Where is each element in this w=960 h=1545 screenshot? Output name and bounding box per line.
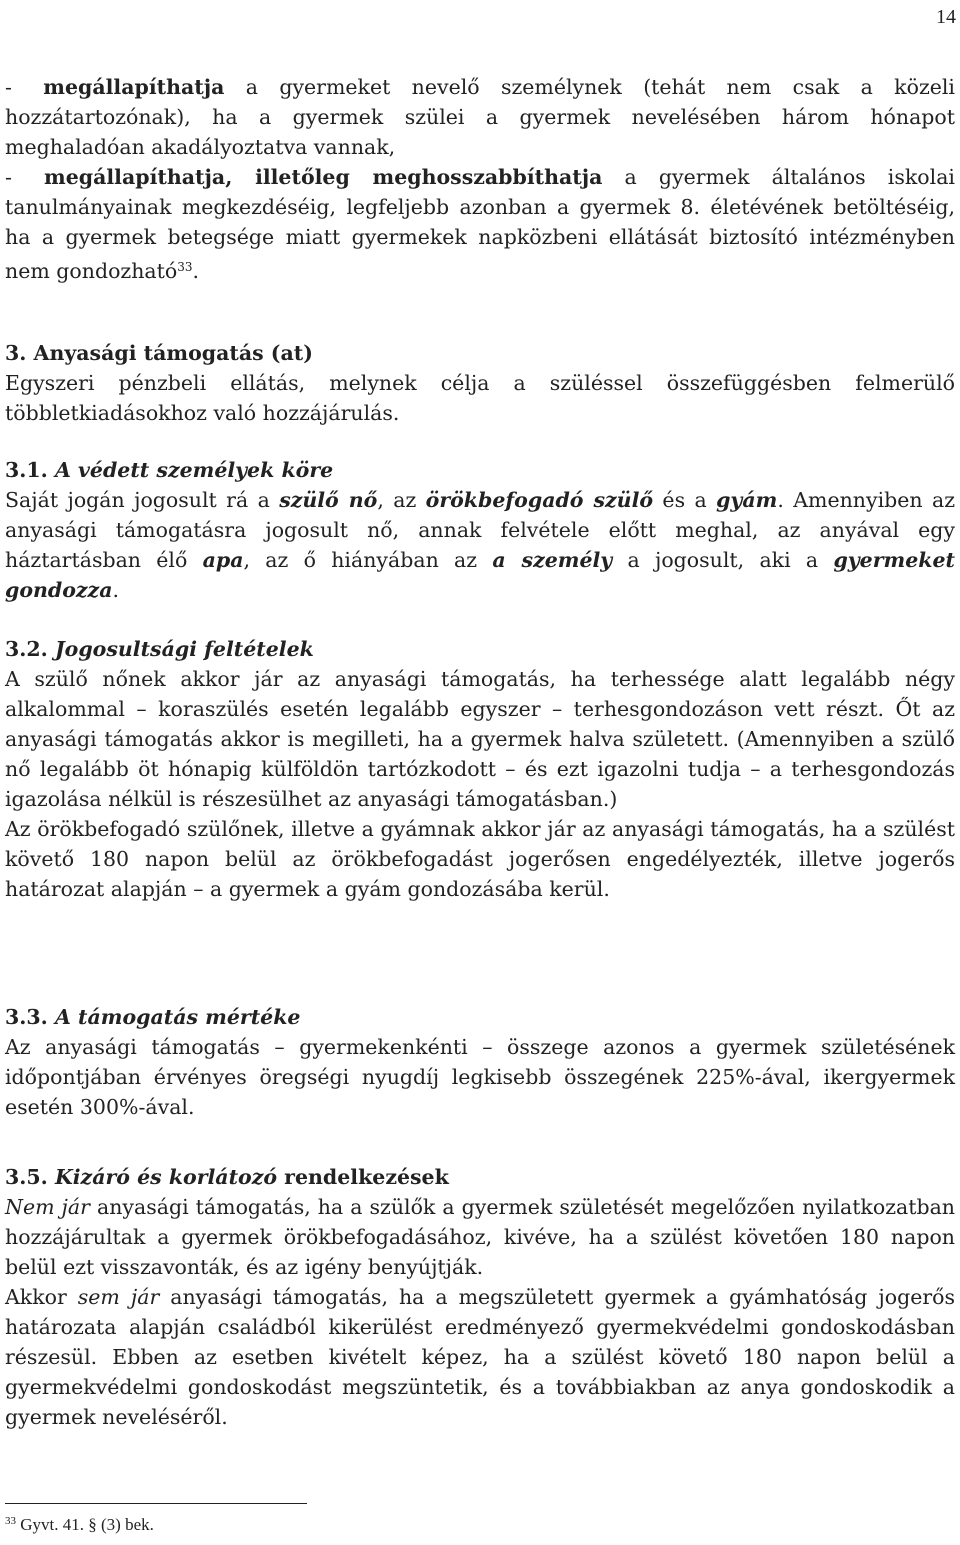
section-3-3-title: A támogatás mértéke (54, 1005, 301, 1029)
text-run: . (112, 578, 120, 602)
section-3-2-number: 3.2. (5, 637, 48, 661)
section-3-2-paragraph-1: A szülő nőnek akkor jár az anyasági támogatás, ha terhessége alatt legalább négy alkalommal – koraszülés esetén legalább egyszer – terhesgondozáson vett részt. Őt az anyasági támogatás akkor is megilleti, ha a gyermek halva született. (Amennyiben a szülő nő legalább öt hónapig külföldön tartózkodott – és ezt igazolni tudja – a terhesgondozás igazolása nélkül is részesülhet az anyasági támogatásban.) (5, 667, 955, 811)
text-run: . Amennyiben az anyasági támogatásra jogosult nő, annak felvétele előtt meghal, az anyával egy háztartásban élő (5, 488, 955, 572)
page-number: 14 (936, 6, 956, 28)
footnote-ref: 33 (177, 260, 193, 274)
list-item-1-keyword: megállapíthatja (43, 75, 225, 99)
text-run: , az (377, 488, 426, 512)
emphasis-gyermeket-gondozza: gyermeket gondozza (5, 548, 955, 602)
section-3-2-paragraph-2: Az örökbefogadó szülőnek, illetve a gyámnak akkor jár az anyasági támogatás, ha a szülést követő 180 napon belül az örökbefogadást jogerősen engedélyezték, illetve jogerős határozat alapján – a gyermek a gyám gondozásába kerül. (5, 817, 955, 901)
text-run: Saját jogán jogosult rá a (5, 488, 280, 512)
bullet: - (5, 75, 12, 99)
section-3-3-text: Az anyasági támogatás – gyermekenkénti – összege azonos a gyermek születésének időpontjában érvényes öregségi nyugdíj legkisebb összegének 225%-ával, ikergyermek esetén 300%-ával. (5, 1035, 955, 1119)
list-item-2-keyword: megállapíthatja, illetőleg meghosszabbíthatja (44, 165, 603, 189)
text-run: anyasági támogatás, ha a megszületett gyermek a gyámhatóság jogerős határozata alapján családból kikerülést eredményező gyermekvédelmi gondoskodásban részesül. Ebben az esetben kivételt képez, ha a szülést követő 180 napon belül a gyermekvédelmi gondoskodást megszüntetik, és a továbbiakban az anya gondoskodik a gyermek neveléséről. (5, 1285, 955, 1429)
section-3-1-number: 3.1. (5, 458, 48, 482)
emphasis-orokbefogado: örökbefogadó szülő (425, 488, 654, 512)
list-block (5, 72, 955, 286)
text-run: anyasági támogatás, ha a szülők a gyermek születését megelőzően nyilatkozatban hozzájárultak a gyermek örökbefogadásához, kivéve, ha a szülést követően 180 napon belül ezt visszavonták, és az igény benyújtják. (5, 1195, 956, 1279)
bullet: - (5, 165, 12, 189)
emphasis-nem-jar: Nem jár (5, 1195, 90, 1219)
section-3-text: Egyszeri pénzbeli ellátás, melynek célja a szüléssel összefüggésben felmerülő többletkiadásokhoz való hozzájárulás. (5, 371, 955, 425)
list-item-1 (5, 72, 955, 162)
list-item-2-text: a gyermek általános iskolai tanulmányainak megkezdéséig, legfeljebb azonban a gyermek 8. életévének betöltéséig, ha a gyermek betegsége miatt gyermekek napközbeni ellátását biztosító intézményben nem gondozható (5, 165, 955, 283)
section-3-3 (5, 1002, 955, 1122)
section-3-5-paragraph-1 (5, 1192, 955, 1282)
section-3-5-title-rest: rendelkezések (277, 1165, 449, 1189)
section-3-3-number: 3.3. (5, 1005, 48, 1029)
text-run: , az ő hiányában az (243, 548, 493, 572)
section-3-5-title-italic: Kizáró és korlátozó (54, 1165, 278, 1189)
section-3-3-heading (5, 1002, 955, 1032)
emphasis-a-szemely: a személy (492, 548, 613, 572)
section-3-heading: 3. Anyasági támogatás (at) (5, 341, 313, 365)
list-item-2-end: . (192, 259, 200, 283)
emphasis-sem-jar: sem jár (77, 1285, 160, 1309)
emphasis-apa: apa (202, 548, 244, 572)
section-3-5-number: 3.5. (5, 1165, 48, 1189)
section-3 (5, 338, 955, 428)
emphasis-gyam: gyám (716, 488, 778, 512)
list-item-2 (5, 162, 955, 286)
section-3-2 (5, 634, 955, 904)
section-3-5-heading (5, 1162, 955, 1192)
section-3-5-paragraph-2 (5, 1282, 955, 1432)
footnote (5, 1515, 154, 1535)
footnote-number: 33 (5, 1515, 16, 1527)
section-3-5 (5, 1162, 955, 1432)
emphasis-szulo-no: szülő nő (279, 488, 378, 512)
text-run: a jogosult, aki a (612, 548, 834, 572)
footnote-divider (5, 1503, 307, 1504)
section-3-1 (5, 455, 955, 605)
section-3-1-title: A védett személyek köre (54, 458, 334, 482)
footnote-text: Gyvt. 41. § (3) bek. (16, 1515, 154, 1534)
text-run: Akkor (5, 1285, 78, 1309)
section-3-1-heading (5, 455, 955, 485)
section-3-1-text (5, 485, 955, 605)
section-3-2-heading (5, 634, 955, 664)
list-item-1-text: a gyermeket nevelő személynek (tehát nem csak a közeli hozzátartozónak), ha a gyermek szülei a gyermek nevelésében három hónapot meghaladóan akadályoztatva vannak, (5, 75, 955, 159)
text-run: és a (653, 488, 717, 512)
section-3-2-title: Jogosultsági feltételek (54, 637, 314, 661)
